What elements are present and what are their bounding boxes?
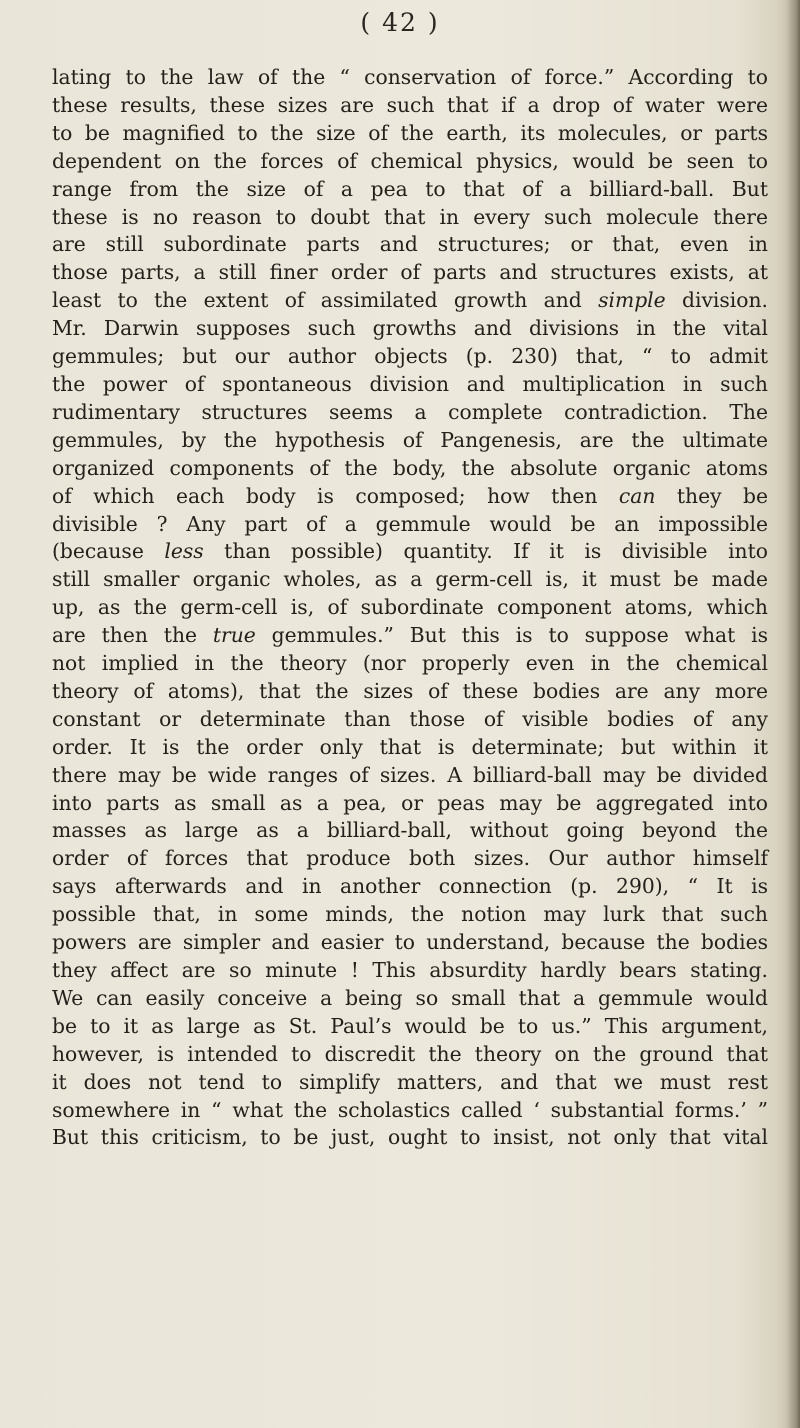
text-line: least to the extent of assimilated growth and simple division. [52,288,768,313]
italic-word: can [618,483,656,508]
text-line: be to it as large as St. Paul’s would be to us.” This argument, [52,1013,768,1038]
text-line: gemmules; but our author objects (p. 230) that, “ to admit [52,344,768,369]
text-line: order. It is the order only that is determinate; but within it [52,734,768,759]
text-line: to be magnified to the size of the earth, its molecules, or parts [52,120,768,145]
text-line: not implied in the theory (nor properly even in the chemical [52,651,768,676]
text-line: constant or determinate than those of visible bodies of any [52,706,768,731]
text-line: Mr. Darwin supposes such growths and divisions in the vital [52,316,768,341]
text-line: But this criticism, to be just, ought to insist, not only that vital [52,1125,768,1150]
page-edge-shadow [786,0,800,1428]
text-line: they affect are so minute ! This absurdity hardly bears stating. [52,958,768,982]
text-line: into parts as small as a pea, or peas may be aggregated into [52,790,768,815]
text-line: somewhere in “ what the scholastics called ‘ substantial forms.’ ” [52,1097,768,1122]
text-line: range from the size of a pea to that of a billiard-ball. But [52,176,768,201]
text-line: dependent on the forces of chemical physics, would be seen to [52,148,768,173]
text-line: the power of spontaneous division and multiplication in such [52,371,768,396]
text-line: are still subordinate parts and structures; or that, even in [52,232,768,257]
text-line: order of forces that produce both sizes. Our author himself [52,846,768,871]
text-line: masses as large as a billiard-ball, without going beyond the [52,818,768,843]
text-line: theory of atoms), that the sizes of these bodies are any more [52,678,768,703]
text-line: divisible ? Any part of a gemmule would be an impossible [52,511,768,536]
body-text [52,64,768,1152]
text-line: organized components of the body, the absolute organic atoms [52,455,768,480]
text-line: lating to the law of the “ conservation of force.” According to [52,65,768,89]
text-line: there may be wide ranges of sizes. A billiard-ball may be divided [52,762,768,787]
text-line: it does not tend to simplify matters, and that we must rest [52,1069,768,1094]
italic-word: simple [598,288,666,313]
text-line: however, is intended to discredit the theory on the ground that [52,1041,768,1066]
text-line: still smaller organic wholes, as a germ-cell is, it must be made [52,567,768,592]
text-line: says afterwards and in another connection (p. 290), “ It is [52,874,768,899]
text-line: up, as the germ-cell is, of subordinate component atoms, which [52,595,768,620]
text-line: powers are simpler and easier to understand, because the bodies [52,930,768,955]
text-line: (because less than possible) quantity. If it is divisible into [52,539,768,564]
page-number: ( 42 ) [360,8,440,37]
italic-word: true [212,623,256,648]
text-line: these results, these sizes are such that if a drop of water were [52,92,768,117]
text-line: of which each body is composed; how then can they be [52,483,768,508]
text-line: We can easily conceive a being so small that a gemmule would [52,985,768,1010]
italic-word: less [164,539,204,564]
text-line: these is no reason to doubt that in every such molecule there [52,204,768,229]
text-line: are then the true gemmules.” But this is to suppose what is [52,623,769,648]
text-line: gemmules, by the hypothesis of Pangenesis, are the ultimate [52,427,768,452]
text-line: rudimentary structures seems a complete contradiction. The [52,399,768,424]
text-line: possible that, in some minds, the notion may lurk that such [52,902,768,927]
text-line: those parts, a still finer order of parts and structures exists, at [52,260,768,285]
